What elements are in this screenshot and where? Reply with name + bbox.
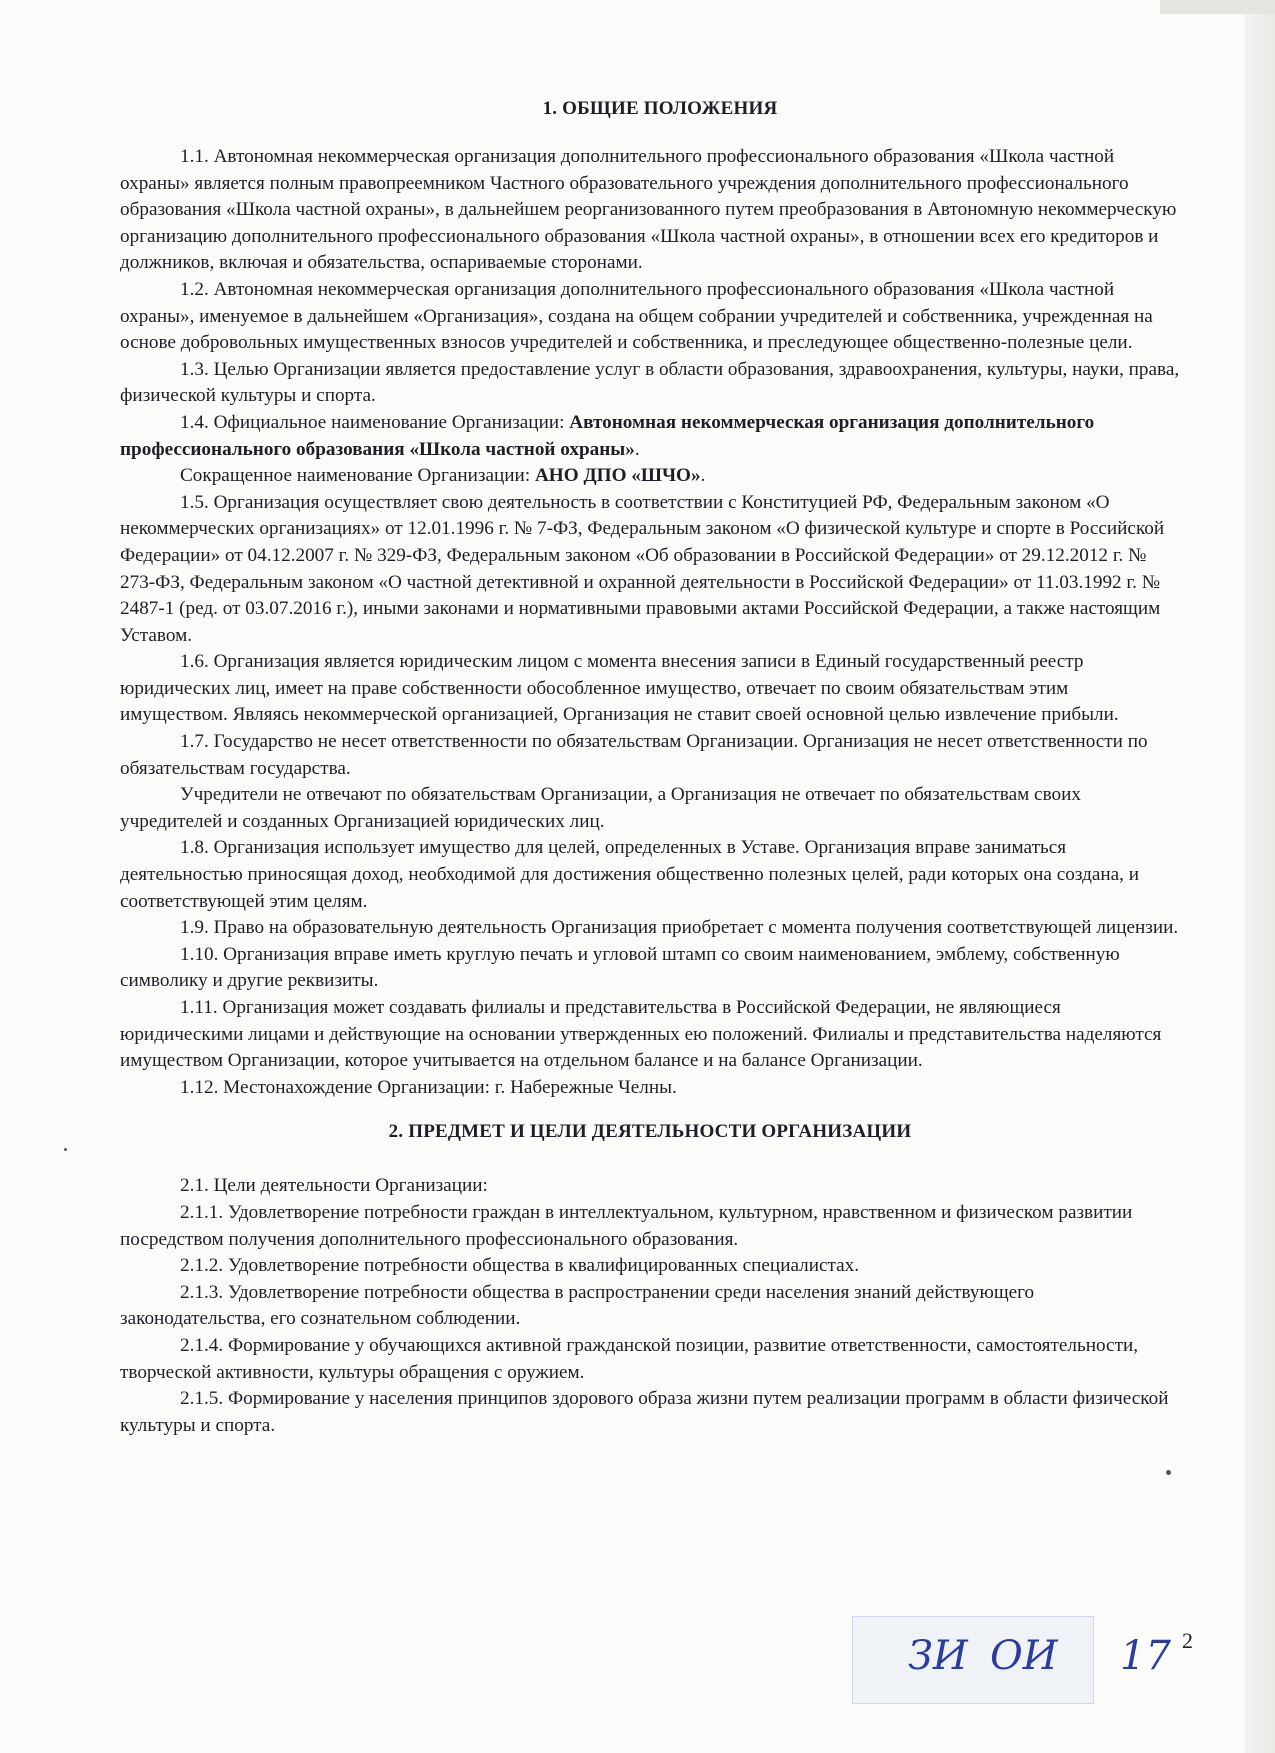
paragraph-2-1-5: 2.1.5. Формирование у населения принципов здорового образа жизни путем реализации программ в области физической культуры и спорта. <box>120 1388 1169 1436</box>
scan-speck <box>1166 1470 1171 1475</box>
paragraph-1-4-suffix: . <box>634 438 640 460</box>
paragraph-2-1-4: 2.1.4. Формирование у обучающихся активной гражданской позиции, развитие ответственности, самостоятельности, творческой активности, культуры обращения с оружием. <box>120 1334 1139 1383</box>
section-1-title: 1. ОБЩИЕ ПОЛОЖЕНИЯ <box>542 98 778 119</box>
paragraph-2-1-2: 2.1.2. Удовлетворение потребности общества в квалифицированных специалистах. <box>180 1255 860 1277</box>
paragraph-1-4-prefix: 1.4. Официальное наименование Организации: <box>180 411 570 433</box>
paragraph-founders: Учредители не отвечают по обязательствам Организации, а Организация не отвечает по обязательствам своих учредителей и созданных Организацией юридических лиц. <box>120 784 1081 832</box>
paragraph-2-1: 2.1. Цели деятельности Организации: <box>180 1175 488 1197</box>
official-name: Автономная некоммерческая организация дополнительного профессионального образования «Школа частной охраны» <box>120 411 1095 460</box>
paragraph-2-1-1: 2.1.1. Удовлетворение потребности граждан в интеллектуальном, культурном, нравственном и физическом развитии посредством получения дополнительного профессионального образования. <box>120 1201 1133 1250</box>
page-corner-shadow <box>1160 0 1275 14</box>
scan-speck <box>64 1148 67 1151</box>
short-name-paragraph <box>120 463 1180 490</box>
paragraph-1-6: 1.6. Организация является юридическим лицом с момента внесения записи в Единый государственный реестр юридических лиц, имеет на праве собственности обособленное имущество, отвечает по своим обязательствам этим имуществом. Являясь некоммерческой организацией, Организация не ставит своей основной целью извлечение прибыли. <box>120 651 1119 726</box>
document-body <box>120 96 1180 1439</box>
handwritten-initials-2: ОИ <box>990 1633 1058 1679</box>
paragraph-1-1: 1.1. Автономная некоммерческая организация дополнительного профессионального образования «Школа частной охраны» является полным правопреемником Частного образовательного учреждения дополнительного профессионального образования «Школа частной охраны», в дальнейшем реорганизованного путем преобразования в Автономную некоммерческую организацию дополнительного профессионального образования «Школа частной охраны», в отношении всех его кредиторов и должников, включая и обязательства, оспариваемые сторонами. <box>120 146 1177 274</box>
paragraph-1-11: 1.11. Организация может создавать филиалы и представительства в Российской Федерации, не являющиеся юридическими лицами и действующие на основании утвержденных ею положений. Филиалы и представительства наделяются имуществом Организации, которое учитывается на отдельном балансе и на балансе Организации. <box>120 997 1162 1072</box>
handwritten-initials-3: 17 <box>1120 1633 1171 1679</box>
paragraph-1-8: 1.8. Организация использует имущество для целей, определенных в Уставе. Организация вправе заниматься деятельностью приносящая доход, необходимой для достижения общественно полезных целей, ради которых она создана, и соответствующей этим целям. <box>120 837 1139 912</box>
paragraph-1-5: 1.5. Организация осуществляет свою деятельность в соответствии с Конституцией РФ, Федеральным законом «О некоммерческих организациях» от 12.01.1996 г. № 7-ФЗ, Федеральным законом «О физической культуре и спорте в Российской Федерации» от 04.12.2007 г. № 329-ФЗ, Федеральным законом «Об образовании в Российской Федерации» от 29.12.2012 г. № 273-ФЗ, Федеральным законом «О частной детективной и охранной деятельности в Российской Федерации» от 11.03.1992 г. № 2487-1 (ред. от 03.07.2016 г.), иными законами и нормативными правовыми актами Российской Федерации, а также настоящим Уставом. <box>120 491 1165 646</box>
page-edge-shadow <box>1245 0 1275 1753</box>
paragraph-1-9: 1.9. Право на образовательную деятельность Организация приобретает с момента получения соответствующей лицензии. <box>180 917 1179 939</box>
paragraph-1-7: 1.7. Государство не несет ответственности по обязательствам Организации. Организация не несет ответственности по обязательствам государства. <box>120 731 1148 779</box>
paragraph-1-12: 1.12. Местонахождение Организации: г. Набережные Челны. <box>180 1076 677 1098</box>
page-number: 2 <box>1182 1628 1193 1653</box>
paragraph-1-4 <box>120 410 1180 463</box>
paragraph-2-1-3: 2.1.3. Удовлетворение потребности общества в распространении среди населения знаний действующего законодательства, его сознательном соблюдении. <box>120 1281 1035 1330</box>
section-2-title: 2. ПРЕДМЕТ И ЦЕЛИ ДЕЯТЕЛЬНОСТИ ОРГАНИЗАЦИИ <box>388 1121 912 1143</box>
short-name-prefix: Сокращенное наименование Организации: <box>180 465 535 487</box>
handwritten-initials-1: ЗИ <box>908 1633 968 1679</box>
short-name: АНО ДПО «ШЧО» <box>534 465 701 487</box>
paragraph-1-3: 1.3. Целью Организации является предоставление услуг в области образования, здравоохранения, культуры, науки, права, физической культуры и спорта. <box>120 358 1180 407</box>
paragraph-1-2: 1.2. Автономная некоммерческая организация дополнительного профессионального образования «Школа частной охраны», именуемое в дальнейшем «Организация», создана на общем собрании учредителей и собственника, учрежденная на основе добровольных имущественных взносов учредителей и собственника, и преследующее общественно-полезные цели. <box>120 278 1153 354</box>
paragraph-1-10: 1.10. Организация вправе иметь круглую печать и угловой штамп со своим наименованием, эмблему, собственную символику и другие реквизиты. <box>120 943 1120 992</box>
short-name-suffix: . <box>700 465 706 487</box>
